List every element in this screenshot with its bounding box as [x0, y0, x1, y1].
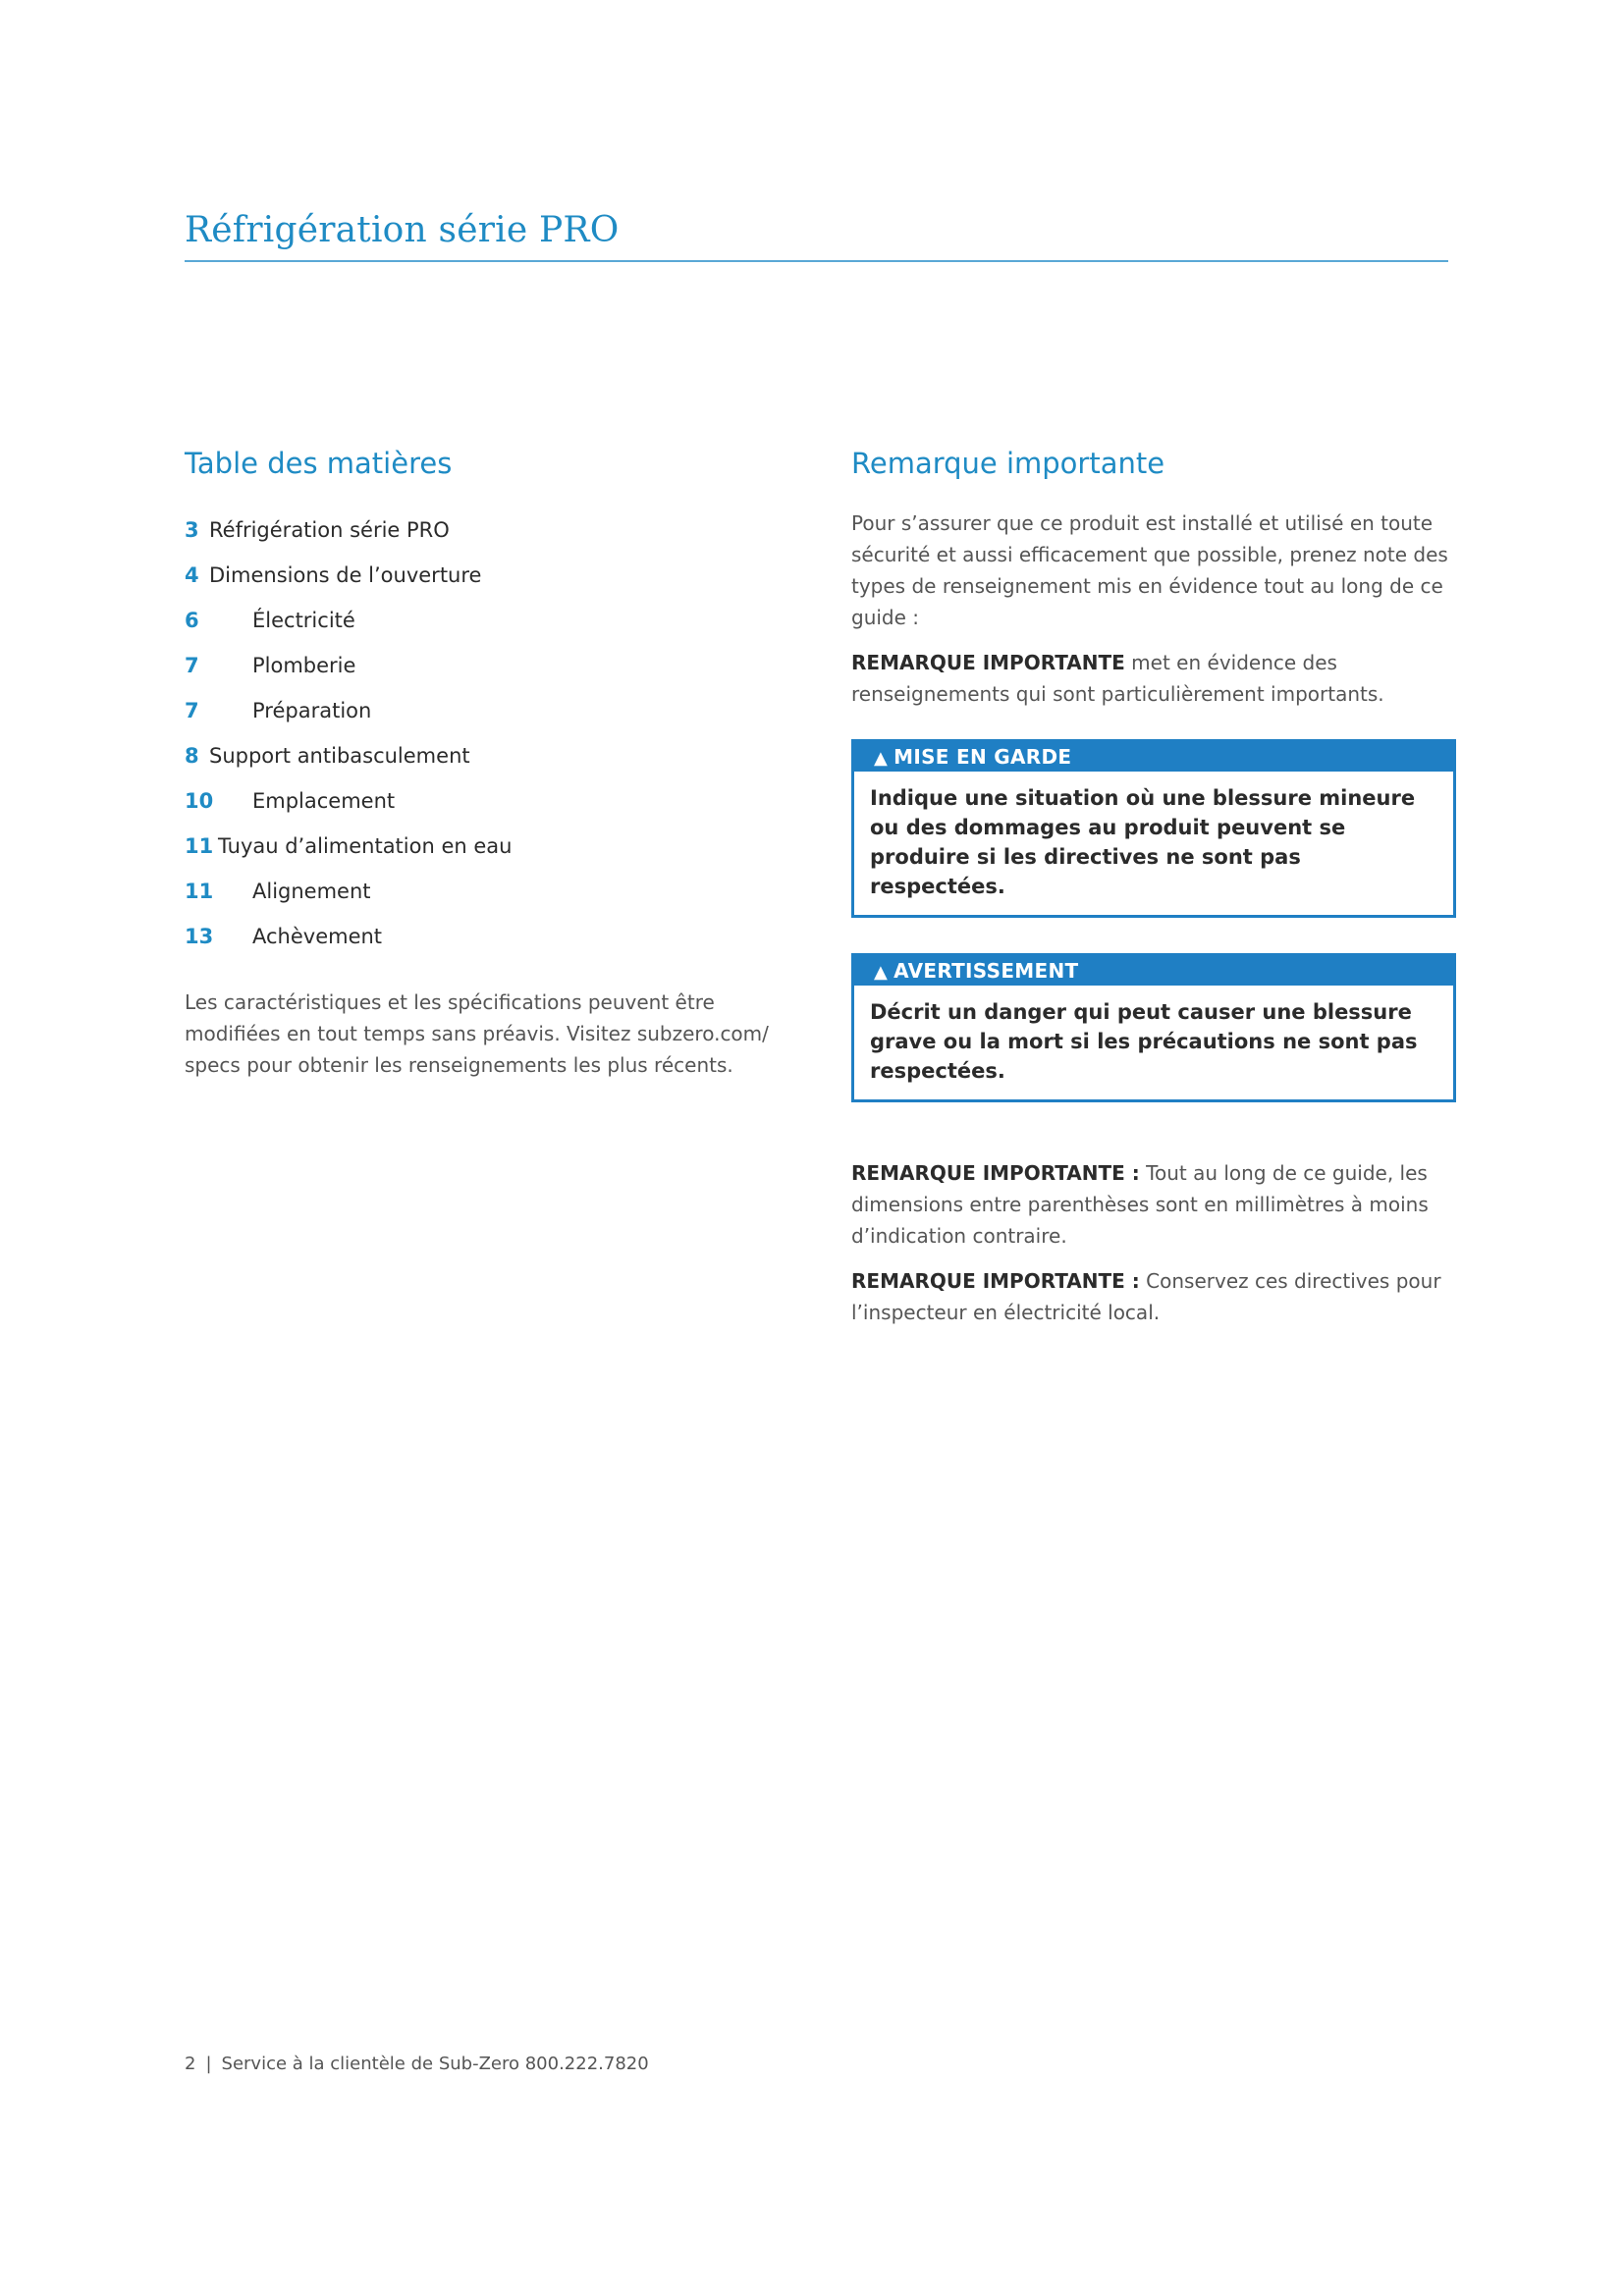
- toc-page-number: 7: [185, 654, 199, 677]
- toc-label: Électricité: [252, 609, 355, 632]
- toc-page-number: 13: [185, 925, 214, 948]
- note-keep-instructions: [851, 1265, 1456, 1328]
- caution-label: MISE EN GARDE: [893, 745, 1072, 769]
- toc-item[interactable]: [185, 553, 813, 598]
- toc-item[interactable]: [185, 778, 813, 824]
- toc-label: Alignement: [252, 880, 371, 903]
- toc-page-number: 6: [185, 609, 199, 632]
- toc-page-number: 11: [185, 834, 214, 858]
- toc-item[interactable]: [185, 688, 813, 733]
- warning-triangle-icon: ▲: [874, 962, 889, 983]
- toc-label: Dimensions de l’ouverture: [209, 563, 482, 587]
- customer-service-text: Service à la clientèle de Sub-Zero 800.222.7820: [221, 2054, 649, 2074]
- toc-item[interactable]: [185, 824, 813, 869]
- definition-label: REMARQUE IMPORTANTE: [851, 651, 1125, 674]
- toc-page-number: 10: [185, 789, 214, 813]
- toc-label: Tuyau d’alimentation en eau: [218, 834, 513, 858]
- warning-box: [851, 953, 1456, 1102]
- toc-item[interactable]: [185, 598, 813, 643]
- caution-box: [851, 739, 1456, 918]
- caution-text: Indique une situation où une blessure mineure ou des dommages au produit peuvent se produire si les directives ne sont pas respectées.: [870, 786, 1416, 898]
- warning-header: [854, 956, 1453, 986]
- important-note-title: Remarque importante: [851, 447, 1165, 480]
- toc-item[interactable]: [185, 643, 813, 688]
- toc-label: Achèvement: [252, 925, 383, 948]
- definition-text: met en évidence des renseignements qui sont particulièrement importants.: [851, 651, 1384, 706]
- header-divider: [185, 260, 1448, 262]
- intro-paragraph: Pour s’assurer que ce produit est installé et utilisé en toute sécurité et aussi efficacement que possible, prenez note des types de renseignement mis en évidence tout au long de ce guide :: [851, 511, 1448, 629]
- toc-item[interactable]: [185, 914, 813, 959]
- page-footer: [185, 2054, 649, 2074]
- spec-disclaimer: Les caractéristiques et les spécifications peuvent être modifiées en tout temps sans préavis. Visitez subzero.com/ specs pour obtenir les renseignements les plus récents.: [185, 990, 769, 1077]
- note-text: Tout au long de ce guide, les dimensions entre parenthèses sont en millimètres à moins d’indication contraire.: [851, 1161, 1429, 1248]
- toc-title: Table des matières: [185, 447, 453, 480]
- toc-page-number: 3: [185, 518, 199, 542]
- toc-item[interactable]: [185, 733, 813, 778]
- warning-text: Décrit un danger qui peut causer une blessure grave ou la mort si les précautions ne sont pas respectées.: [870, 1000, 1418, 1083]
- toc-page-number: 11: [185, 880, 214, 903]
- page-title: Réfrigération série PRO: [185, 210, 620, 250]
- definition-paragraph: [851, 647, 1456, 710]
- toc-list: [185, 507, 813, 959]
- toc-page-number: 8: [185, 744, 199, 768]
- footer-separator: |: [205, 2054, 212, 2074]
- toc-label: Support antibasculement: [209, 744, 470, 768]
- page-number: 2: [185, 2054, 196, 2074]
- note-label: REMARQUE IMPORTANTE :: [851, 1161, 1140, 1185]
- toc-label: Plomberie: [252, 654, 356, 677]
- toc-item[interactable]: [185, 507, 813, 553]
- warning-triangle-icon: ▲: [874, 748, 889, 769]
- note-text: Conservez ces directives pour l’inspecteur en électricité local.: [851, 1269, 1441, 1324]
- toc-section: [185, 447, 813, 1081]
- toc-page-number: 7: [185, 699, 199, 722]
- toc-label: Emplacement: [252, 789, 396, 813]
- toc-label: Préparation: [252, 699, 372, 722]
- toc-label: Réfrigération série PRO: [209, 518, 450, 542]
- note-label: REMARQUE IMPORTANTE :: [851, 1269, 1140, 1293]
- caution-header: [854, 742, 1453, 772]
- note-dimensions: [851, 1157, 1456, 1252]
- toc-page-number: 4: [185, 563, 199, 587]
- notes-block: [851, 1157, 1456, 1328]
- toc-item[interactable]: [185, 869, 813, 914]
- warning-label: AVERTISSEMENT: [893, 959, 1079, 983]
- important-note-section: [851, 447, 1456, 1342]
